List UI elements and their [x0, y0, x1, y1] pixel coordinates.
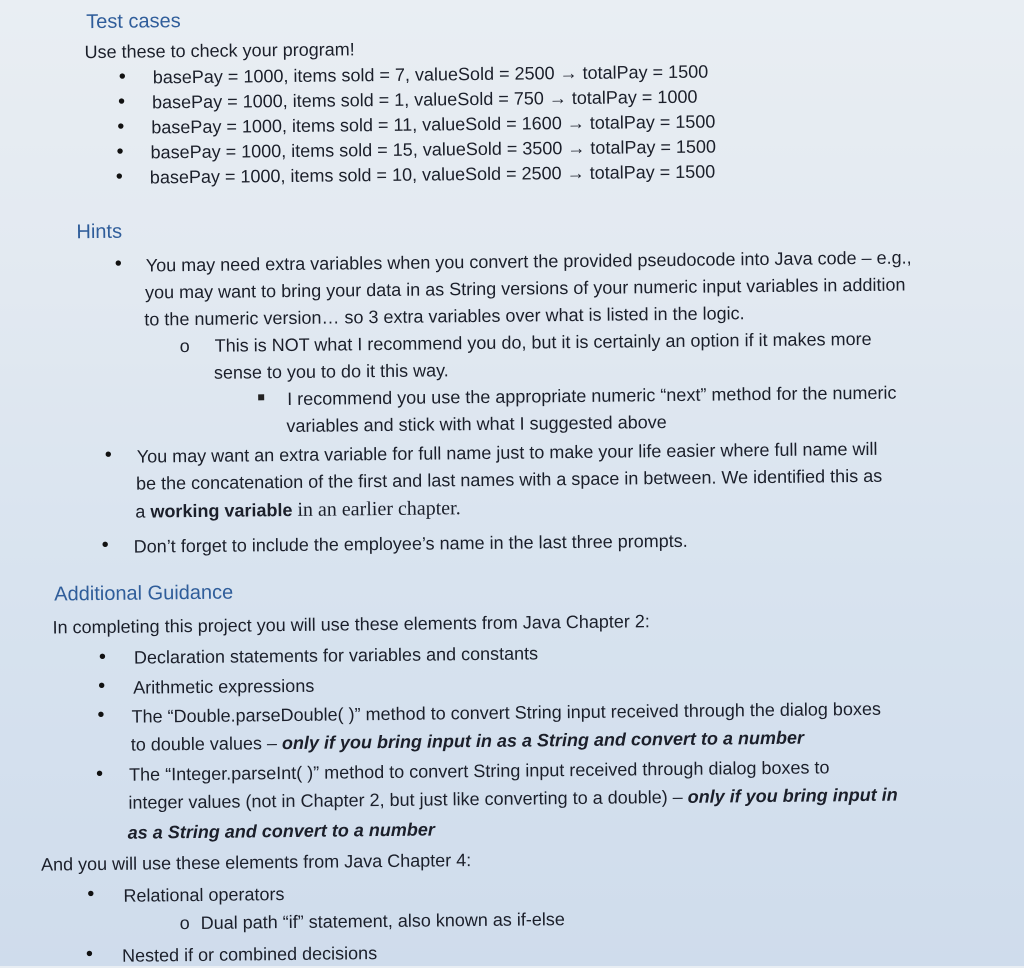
bullet-icon: • — [114, 252, 122, 275]
guidance-emphasis: as a String and convert to a number — [127, 819, 435, 843]
test-case-item: basePay = 1000, items sold = 1, valueSold = 750 → totalPay = 1000 — [151, 86, 698, 113]
square-bullet-icon — [258, 394, 264, 400]
hint-text: You may need extra variables when you convert the provided pseudocode into Java code – e.g., — [145, 247, 912, 276]
chapter4-intro: And you will use these elements from Java Chapter 4: — [40, 850, 472, 875]
guidance-emphasis: only if you bring input in — [687, 784, 898, 807]
bullet-icon: • — [101, 533, 109, 556]
circle-bullet-icon: o — [179, 913, 190, 934]
hint-text: you may want to bring your data in as String versions of your numeric input variables in addition — [144, 274, 906, 303]
test-case-item: basePay = 1000, items sold = 10, valueSold = 2500 → totalPay = 1500 — [149, 161, 716, 188]
bullet-icon: • — [115, 165, 123, 188]
bullet-icon: • — [104, 443, 112, 466]
hint-subtext: sense to you to do it this way. — [213, 360, 449, 383]
bullet-icon: • — [97, 703, 105, 727]
test-case-item: basePay = 1000, items sold = 15, valueSold = 3500 → totalPay = 1500 — [150, 136, 717, 163]
guidance-item: The “Double.parseDouble( )” method to convert String input received through the dialog boxes — [131, 698, 882, 727]
guidance-intro: In completing this project you will use these elements from Java Chapter 2: — [52, 611, 650, 638]
test-case-item: basePay = 1000, items sold = 11, valueSold = 1600 → totalPay = 1500 — [151, 111, 716, 138]
hint-text: to the numeric version… so 3 extra variables over what is listed in the logic. — [144, 303, 745, 330]
hint-text — [135, 497, 461, 522]
guidance-item: Nested if or combined decisions — [121, 943, 378, 966]
bullet-icon: • — [116, 140, 124, 163]
hint-text: You may want an extra variable for full name just to make your life easier where full name will — [136, 438, 878, 467]
guidance-item — [128, 784, 898, 814]
test-cases-heading: Test cases — [86, 10, 181, 34]
guidance-item: Relational operators — [123, 884, 285, 906]
circle-bullet-icon: o — [179, 336, 190, 357]
hint-text-part: a — [135, 501, 151, 522]
bullet-icon: • — [118, 65, 126, 88]
test-cases-intro: Use these to check your program! — [84, 39, 355, 63]
bullet-icon: • — [95, 762, 104, 786]
guidance-text-part: to double values – — [130, 733, 283, 755]
test-case-item: basePay = 1000, items sold = 7, valueSold = 2500 → totalPay = 1500 — [152, 61, 709, 88]
hints-heading: Hints — [76, 220, 123, 244]
hint-text-part: in an earlier chapter. — [292, 497, 461, 521]
bullet-icon: • — [98, 645, 107, 668]
bullet-icon: • — [98, 674, 106, 698]
working-variable-term: working variable — [150, 499, 293, 522]
bullet-icon: • — [117, 115, 125, 138]
hint-subsubtext: I recommend you use the appropriate numeric “next” method for the numeric — [287, 382, 897, 410]
guidance-emphasis: only if you bring input in as a String and convert to a number — [281, 727, 805, 754]
guidance-item: The “Integer.parseInt( )” method to convert String input received through dialog boxes to — [129, 757, 830, 785]
guidance-text-part: integer values (not in Chapter 2, but just like converting to a double) – — [128, 786, 688, 813]
bullet-icon: • — [87, 883, 95, 906]
guidance-item: Arithmetic expressions — [133, 675, 315, 698]
hint-text: be the concatenation of the first and last names with a space in between. We identified this as — [135, 465, 883, 494]
guidance-item — [131, 727, 804, 756]
guidance-item: Declaration statements for variables and constants — [133, 643, 539, 668]
bullet-icon: • — [85, 943, 94, 966]
guidance-subitem: Dual path “if” statement, also known as if-else — [200, 909, 565, 933]
hint-text: Don’t forget to include the employee’s name in the last three prompts. — [133, 530, 688, 557]
bullet-icon: • — [117, 90, 126, 113]
additional-guidance-heading: Additional Guidance — [54, 581, 234, 606]
hint-subtext: This is NOT what I recommend you do, but it is certainly an option if it makes more — [214, 328, 872, 356]
hint-subsubtext: variables and stick with what I suggested above — [286, 412, 667, 437]
